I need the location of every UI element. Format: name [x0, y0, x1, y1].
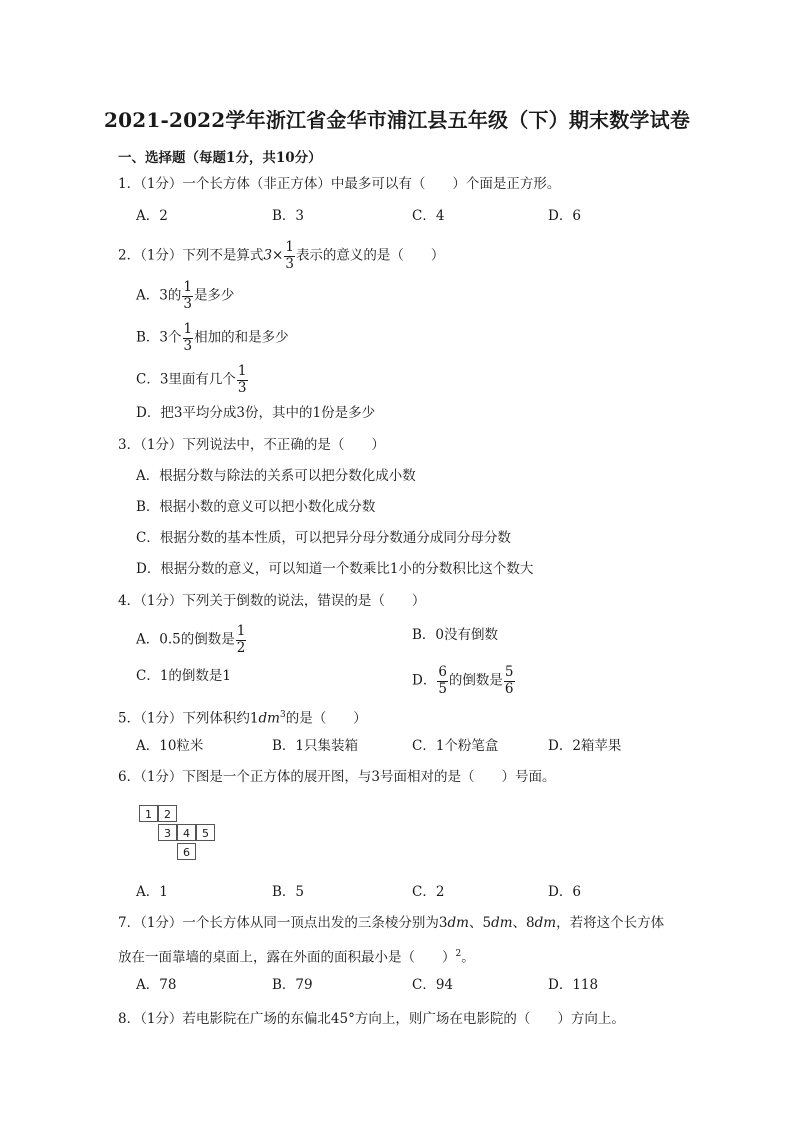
- net-cell-2: 2: [158, 805, 177, 822]
- fraction-numerator: 1: [183, 279, 192, 295]
- question-5-option-d: D．2箱苹果: [548, 738, 622, 754]
- option-text-end: 相加的和是多少: [194, 329, 289, 346]
- question-7-option-c: C．94: [412, 977, 454, 993]
- separator: 、5: [468, 915, 492, 931]
- question-2-option-d: D．把3平均分成3份，其中的1份是多少: [136, 405, 376, 421]
- question-5-option-a: A．10粒米: [136, 738, 204, 754]
- net-cell-1: 1: [139, 805, 158, 822]
- fraction-denominator: 2: [236, 639, 246, 656]
- question-6-option-a: A．1: [136, 884, 168, 900]
- question-7-option-a: A．78: [136, 977, 177, 993]
- question-4-option-c: C．1的倒数是1: [136, 668, 232, 684]
- fraction-denominator: 6: [504, 680, 514, 697]
- question-4-option-d: [412, 666, 516, 696]
- question-1-option-d: D．6: [548, 208, 581, 224]
- fraction-five-sixths: [504, 666, 515, 696]
- question-8-stem: 8．（1分）若电影院在广场的东偏北45°方向上，则广场在电影院的（ ）方向上。: [118, 1011, 625, 1027]
- question-7-stem-text: 7．（1分）一个长方体从同一顶点出发的三条棱分别为3: [118, 915, 448, 931]
- question-1-option-a: A．2: [136, 208, 168, 224]
- exponent: 3: [279, 710, 286, 720]
- question-2-option-c: [136, 365, 249, 395]
- page-title: 2021-2022学年浙江省金华市浦江县五年级（下）期末数学试卷: [103, 108, 691, 132]
- option-text: D．: [412, 672, 437, 689]
- fraction-one-half: [236, 625, 247, 655]
- fraction-one-third: [182, 281, 193, 311]
- option-text: A．0.5的倒数是: [136, 631, 235, 648]
- fraction-six-fifths: [437, 666, 448, 696]
- fraction-one-third: [183, 323, 194, 353]
- unit-dm: dm: [258, 710, 280, 727]
- question-3-option-c: C．根据分数的基本性质，可以把异分母分数通分成同分母分数: [136, 530, 511, 546]
- fraction-numerator: 1: [237, 363, 247, 379]
- unit-dm: dm: [447, 915, 469, 931]
- question-6-option-d: D．6: [548, 884, 581, 900]
- question-2-stem-text-end: 表示的意义的是（ ）: [295, 247, 445, 264]
- net-cell-5: 5: [196, 824, 215, 841]
- question-3-stem: 3．（1分）下列说法中，不正确的是（ ）: [118, 437, 385, 453]
- question-1-option-b: B．3: [272, 208, 305, 224]
- question-2-stem: [118, 241, 444, 271]
- unit-dm: dm: [534, 915, 557, 931]
- option-text: B．3个: [136, 329, 182, 346]
- fraction-numerator: 1: [236, 623, 246, 639]
- fraction-one-third: [237, 365, 248, 395]
- question-1-stem: 1．（1分）一个长方体（非正方体）中最多可以有（ ）个面是正方形。: [118, 176, 561, 192]
- option-text: C．3里面有几个: [136, 371, 236, 388]
- unit-dm: dm: [491, 915, 513, 931]
- question-2-stem-text: 2．（1分）下列不是算式: [118, 247, 264, 264]
- fraction-numerator: 1: [285, 239, 294, 255]
- question-2-option-b: [136, 323, 289, 353]
- option-text-mid: 的倒数是: [448, 672, 503, 689]
- question-1-option-c: C．4: [412, 208, 445, 224]
- question-7-stem-text-2: 放在一面靠墙的桌面上，露在外面的面积最小是（ ）: [118, 949, 456, 966]
- fraction-denominator: 5: [438, 680, 447, 697]
- fraction-numerator: 1: [183, 321, 193, 337]
- question-3-option-a: A．根据分数与除法的关系可以把分数化成小数: [136, 468, 416, 484]
- fraction-denominator: 3: [183, 295, 192, 312]
- question-7-stem-text-end: ，若将这个长方体: [556, 915, 665, 931]
- exponent: 2: [455, 949, 462, 959]
- net-cell-6: 6: [177, 843, 196, 860]
- question-5-option-c: C．1个粉笔盒: [412, 738, 499, 754]
- fraction-denominator: 3: [285, 255, 294, 272]
- question-4-option-a: [136, 625, 247, 655]
- fraction-numerator: 6: [438, 664, 447, 680]
- question-7-option-d: D．118: [548, 977, 599, 993]
- net-cell-3: 3: [158, 824, 177, 841]
- question-6-option-b: B．5: [272, 884, 305, 900]
- question-2-option-a: [136, 281, 234, 311]
- question-7-stem: [118, 913, 664, 933]
- fraction-numerator: 5: [504, 664, 514, 680]
- question-3-option-d: D．根据分数的意义，可以知道一个数乘比1小的分数积比这个数大: [136, 561, 534, 577]
- question-7-stem-line-2: [118, 944, 475, 968]
- cube-net-diagram: [139, 805, 229, 865]
- question-6-stem: 6．（1分）下图是一个正方体的展开图，与3号面相对的是（ ）号面。: [118, 769, 556, 785]
- question-5-stem-text-end: 的是（ ）: [285, 710, 367, 727]
- question-4-option-b: B．0没有倒数: [412, 627, 499, 643]
- question-4-stem: 4．（1分）下列关于倒数的说法，错误的是（ ）: [118, 593, 426, 609]
- question-5-option-b: B．1只集装箱: [272, 738, 359, 754]
- question-6-option-c: C．2: [412, 884, 445, 900]
- question-7-option-b: B．79: [272, 977, 313, 993]
- separator: 、8: [512, 915, 535, 931]
- question-3-option-b: B．根据小数的意义可以把小数化成分数: [136, 499, 376, 515]
- net-cell-4: 4: [177, 824, 196, 841]
- option-text: A．3的: [136, 287, 182, 304]
- option-text-end: 是多少: [193, 287, 235, 304]
- fraction-denominator: 3: [183, 337, 193, 354]
- fraction-denominator: 3: [237, 379, 247, 396]
- question-5-stem-text: 5．（1分）下列体积约1: [118, 710, 259, 727]
- section-heading: 一、选择题（每题1分，共10分）: [118, 150, 322, 166]
- question-7-stem-end: 。: [461, 949, 475, 966]
- question-2-expression: 3×: [263, 247, 284, 264]
- fraction-one-third: [284, 241, 295, 271]
- question-5-stem: [118, 705, 367, 729]
